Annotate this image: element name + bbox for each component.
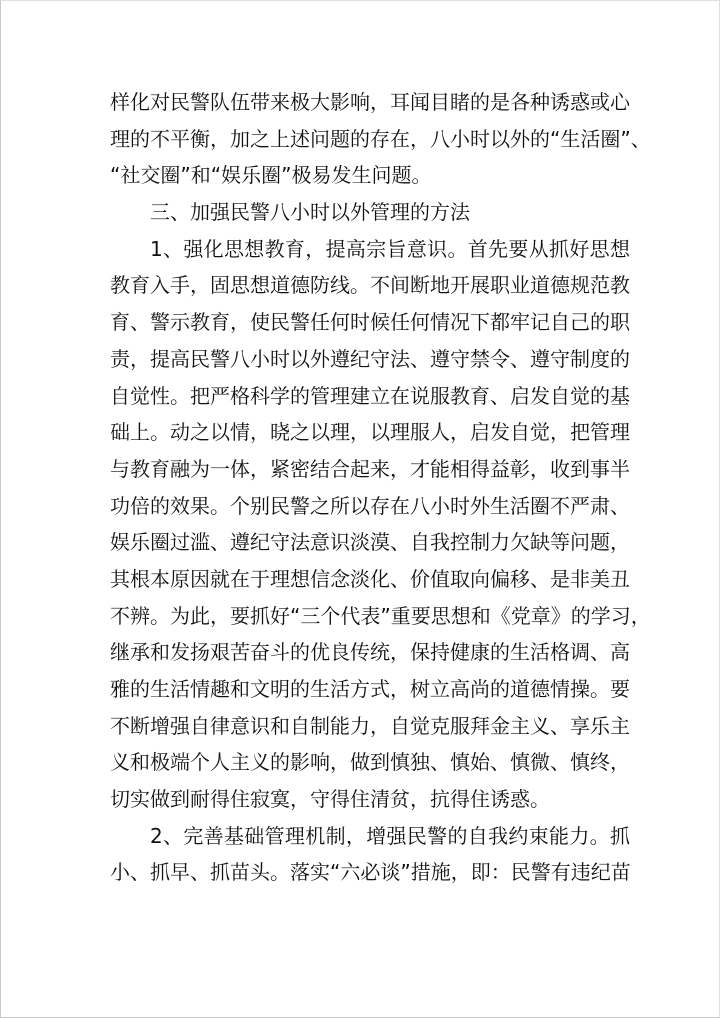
text-line: 与教育融为一体，紧密结合起来，才能相得益彰，收到事半: [110, 456, 630, 481]
text-line: 理的不平衡，加之上述问题的存在，八小时以外的“生活圈”、: [110, 126, 651, 151]
section-heading: 三、加强民警八小时以外管理的方法: [150, 200, 470, 225]
text-line: 不辨。为此，要抓好“三个代表”重要思想和《党章》的学习，: [110, 603, 651, 628]
document-body: [110, 84, 651, 891]
text-line: 义和极端个人主义的影响，做到慎独、慎始、慎微、慎终，: [110, 750, 630, 775]
text-line: 其根本原因就在于理想信念淡化、价值取向偏移、是非美丑: [110, 566, 630, 591]
text-line: 不断增强自律意识和自制能力，自觉克服拜金主义、享乐主: [110, 713, 630, 738]
text-line: 责，提高民警八小时以外遵纪守法、遵守禁令、遵守制度的: [110, 346, 630, 371]
text-line: 切实做到耐得住寂寞，守得住清贫，抗得住诱惑。: [110, 787, 550, 812]
text-line: 样化对民警队伍带来极大影响，耳闻目睹的是各种诱惑或心: [110, 90, 630, 114]
paragraph-first-line: 1、强化思想教育，提高宗旨意识。首先要从抓好思想: [150, 236, 630, 261]
text-line: 教育入手，固思想道德防线。不间断地开展职业道德规范教: [110, 273, 630, 298]
text-line: 小、抓早、抓苗头。落实“六必谈”措施，即：民警有违纪苗: [110, 860, 631, 885]
paragraph-first-line: 2、完善基础管理机制，增强民警的自我约束能力。抓: [150, 823, 630, 848]
text-line: 育、警示教育，使民警任何时候任何情况下都牢记自己的职: [110, 310, 630, 335]
text-line: 础上。动之以情，晓之以理，以理服人，启发自觉，把管理: [110, 420, 630, 445]
text-line: “社交圈”和“娱乐圈”极易发生问题。: [110, 163, 432, 188]
text-line: 自觉性。把严格科学的管理建立在说服教育、启发自觉的基: [110, 383, 630, 408]
text-line: 继承和发扬艰苦奋斗的优良传统，保持健康的生活格调、高: [110, 640, 630, 665]
text-line: 功倍的效果。个别民警之所以存在八小时外生活圈不严肃、: [110, 493, 630, 518]
text-line: 娱乐圈过滥、遵纪守法意识淡漠、自我控制力欠缺等问题，: [110, 530, 630, 555]
text-line: 雅的生活情趣和文明的生活方式，树立高尚的道德情操。要: [110, 677, 630, 701]
